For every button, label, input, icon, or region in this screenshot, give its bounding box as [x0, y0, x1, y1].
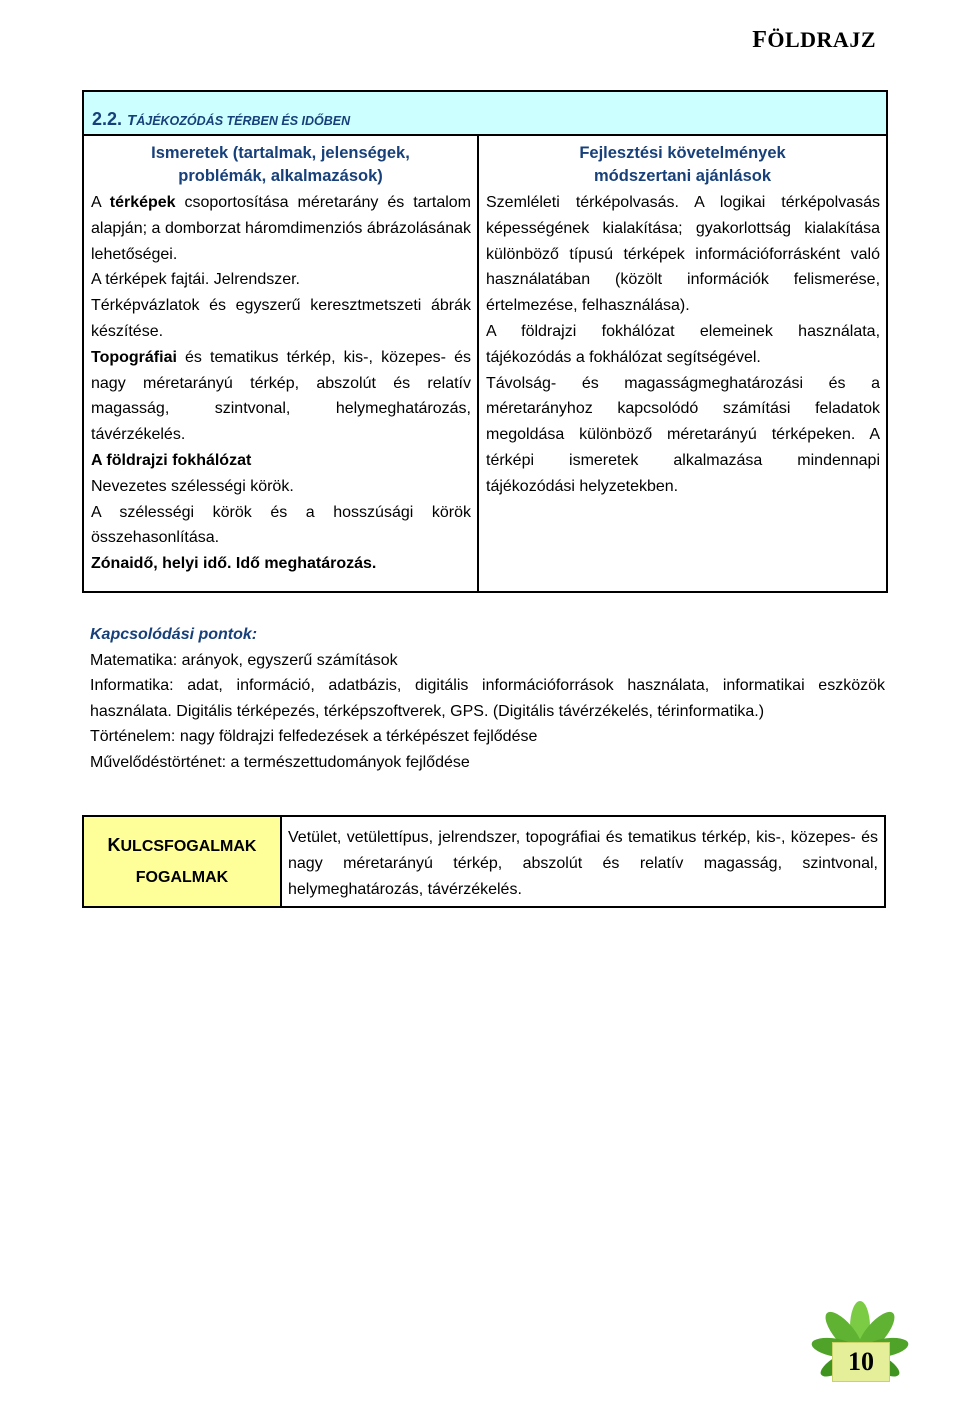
- connection-points: [90, 622, 885, 775]
- left-column-header: Ismeretek (tartalmak, jelenségek, problémák, alkalmazások): [151, 144, 410, 185]
- knowledge-content: A térképek csoportosítása méretarány és tartalom alapján; a domborzat háromdimenziós ábrázolásának lehetőségei. A térképek fajtái. Jelrendszer. Térképvázlatok és egyszerű keresztmetszeti ábrák készítése. Topográfiai és tematikus térkép, kis-, közepes- és nagy méretarányú térkép, abszolút és relatív magasság, szintvonal, helymeghatározás, távérzékelés. A földrajzi fokhálózat Nevezetes szélességi körök. A szélességi körök és a hosszúsági körök összehasonlítása. Zónaidő, helyi idő. Idő meghatározás.: [91, 194, 472, 573]
- keywords-table: [82, 815, 886, 908]
- link-informatics: Informatika: adat, információ, adatbázis, digitális információforrások használata, informatikai eszközök használata. Digitális térképezés, térképszoftverek, GPS. (Digitális távérzékelés, térinformatika.): [90, 677, 885, 720]
- keywords-label: KULCSFOGALMAK FOGALMAK: [83, 816, 281, 907]
- section-title: 2.2. TÁJÉKOZÓDÁS TÉRBEN ÉS IDŐBEN: [92, 109, 351, 129]
- connection-points-title: Kapcsolódási pontok:: [90, 626, 258, 643]
- left-column: [83, 135, 478, 592]
- right-column-header: Fejlesztési követelmények módszertani ajánlások: [579, 144, 786, 185]
- subject-title: FÖLDRAJZ: [752, 27, 876, 53]
- right-column: [478, 135, 887, 592]
- link-history: Történelem: nagy földrajzi felfedezések a térképészet fejlődése: [90, 728, 538, 745]
- page-number: 10: [832, 1342, 890, 1382]
- link-culture-history: Művelődéstörténet: a természettudományok fejlődése: [90, 753, 470, 771]
- curriculum-table: [82, 90, 888, 593]
- keywords-text: Vetület, vetülettípus, jelrendszer, topográfiai és tematikus térkép, kis-, közepes- és nagy méretarányú térkép, abszolút és relatív magasság, szintvonal, helymeghatározás, távérzékelés.: [281, 816, 885, 907]
- development-requirements: Szemléleti térképolvasás. A logikai térképolvasás képességének kialakítása; gyakorlottság kialakítása különböző típusú térképek információforrásként való használatában (közölt információk felismerése, értelmezése, felhasználása). A földrajzi fokhálózat elemeinek használata, tájékozódás a fokhálózat segítségével. Távolság- és magasságmeghatározási és a méretarányhoz kapcsolódó számítási feladatok megoldása különböző méretarányú térképeken. A térképi ismeretek alkalmazása mindennapi tájékozódási helyzetekben.: [486, 194, 881, 495]
- section-header: [83, 91, 887, 135]
- link-math: Matematika: arányok, egyszerű számítások: [90, 651, 398, 669]
